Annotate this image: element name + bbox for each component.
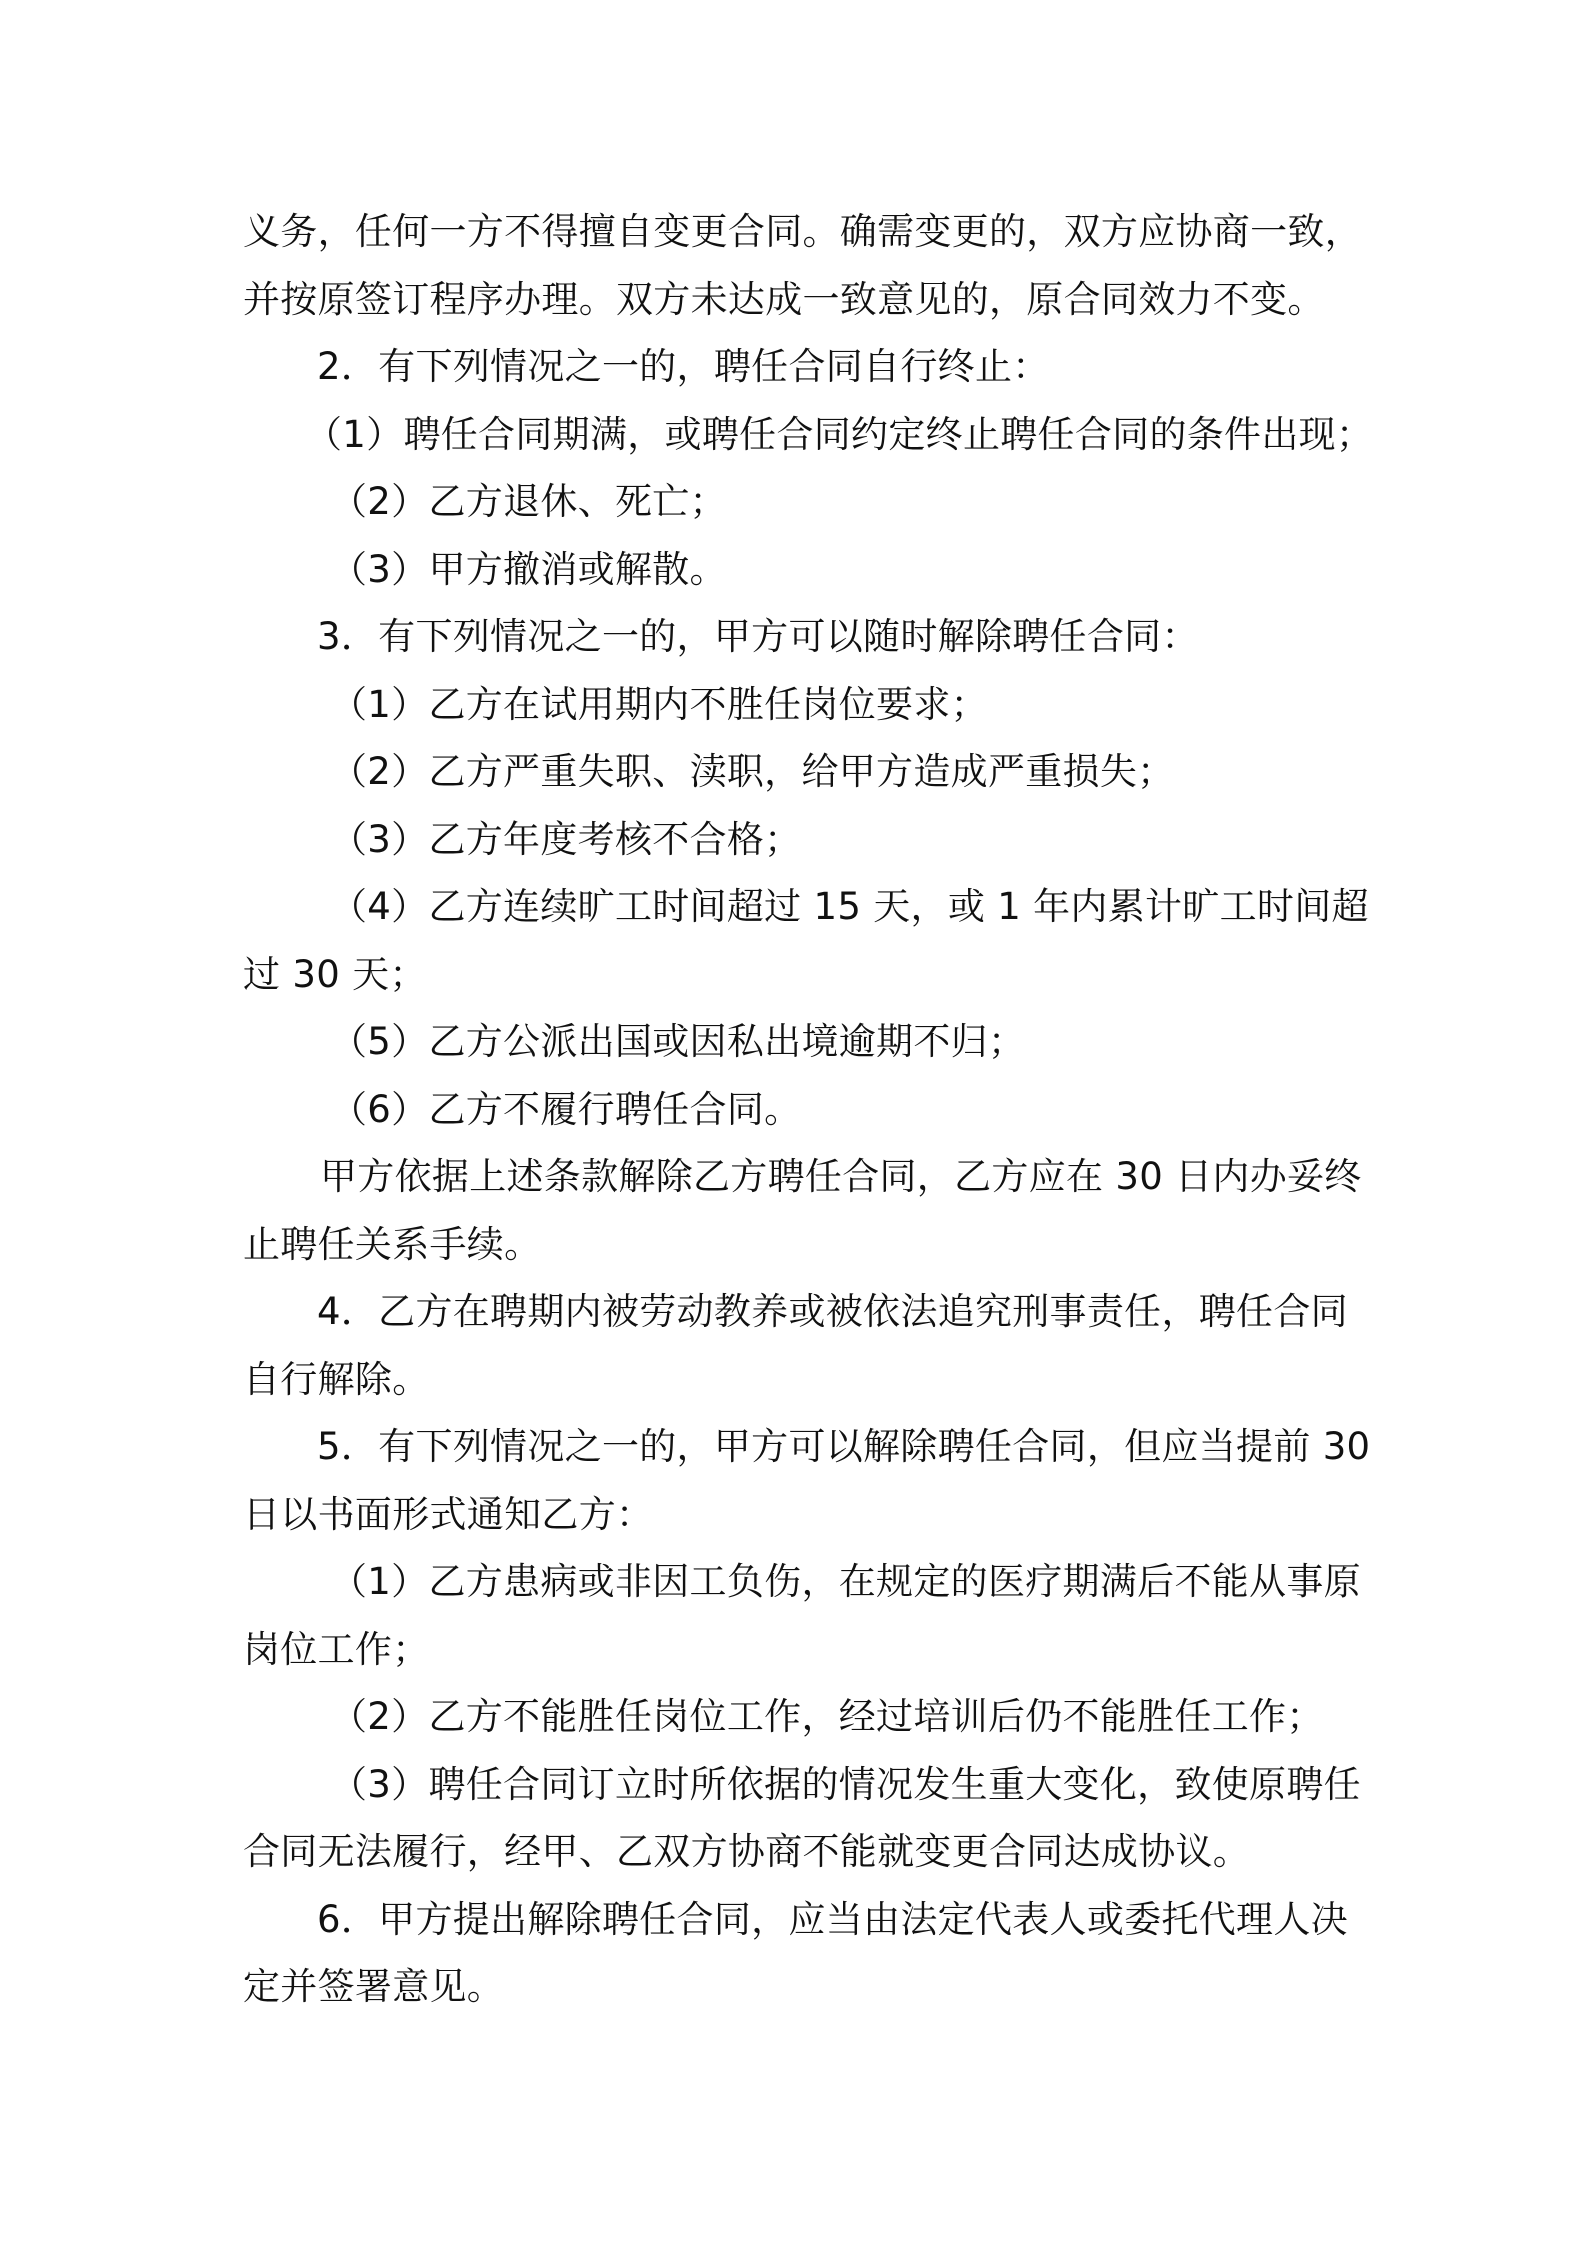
clause-2-item-1: （1）聘任合同期满，或聘任合同约定终止聘任合同的条件出现； (305, 412, 1374, 456)
clause-3-item-4: （4）乙方连续旷工时间超过 15 天，或 1 年内累计旷工时间超 (330, 885, 1369, 928)
text-line: 合同无法履行，经甲、乙双方协商不能就变更合同达成协议。 (243, 1830, 1251, 1873)
clause-5-item-3: （3）聘任合同订立时所依据的情况发生重大变化，致使原聘任 (330, 1762, 1361, 1806)
clause-2-heading: 2．有下列情况之一的，聘任合同自行终止： (317, 345, 1050, 388)
text-line: 岗位工作； (243, 1627, 430, 1671)
clause-5-item-1: （1）乙方患病或非因工负伤，在规定的医疗期满后不能从事原 (330, 1560, 1361, 1603)
clause-5-heading: 5．有下列情况之一的，甲方可以解除聘任合同，但应当提前 30 (317, 1425, 1371, 1468)
clause-6: 6．甲方提出解除聘任合同，应当由法定代表人或委托代理人决 (317, 1897, 1348, 1941)
text-line: 日以书面形式通知乙方： (243, 1492, 654, 1536)
clause-3-item-3: （3）乙方年度考核不合格； (330, 817, 802, 861)
text-line: 定并签署意见。 (243, 1965, 505, 2008)
clause-2-item-3: （3）甲方撤消或解散。 (330, 547, 727, 591)
clause-3-item-2: （2）乙方严重失职、渎职，给甲方造成严重损失； (330, 750, 1175, 793)
text-line: 义务，任何一方不得擅自变更合同。确需变更的，双方应协商一致， (243, 210, 1362, 253)
clause-3-item-6: （6）乙方不履行聘任合同。 (330, 1087, 802, 1131)
clause-2-item-2: （2）乙方退休、死亡； (330, 480, 727, 523)
clause-3-item-1: （1）乙方在试用期内不胜任岗位要求； (330, 682, 988, 726)
text-line: 自行解除。 (243, 1357, 430, 1401)
clause-3-note: 甲方依据上述条款解除乙方聘任合同，乙方应在 30 日内办妥终 (320, 1155, 1362, 1198)
text-line: 止聘任关系手续。 (243, 1222, 542, 1266)
clause-5-item-2: （2）乙方不能胜任岗位工作，经过培训后仍不能胜任工作； (330, 1695, 1324, 1738)
clause-4: 4．乙方在聘期内被劳动教养或被依法追究刑事责任，聘任合同 (317, 1290, 1348, 1333)
document-body (243, 198, 1374, 2021)
text-line: 过 30 天； (243, 952, 427, 996)
clause-3-heading: 3．有下列情况之一的，甲方可以随时解除聘任合同： (317, 615, 1199, 658)
text-line: 并按原签订程序办理。双方未达成一致意见的，原合同效力不变。 (243, 277, 1325, 321)
clause-3-item-5: （5）乙方公派出国或因私出境逾期不归； (330, 1020, 1026, 1063)
